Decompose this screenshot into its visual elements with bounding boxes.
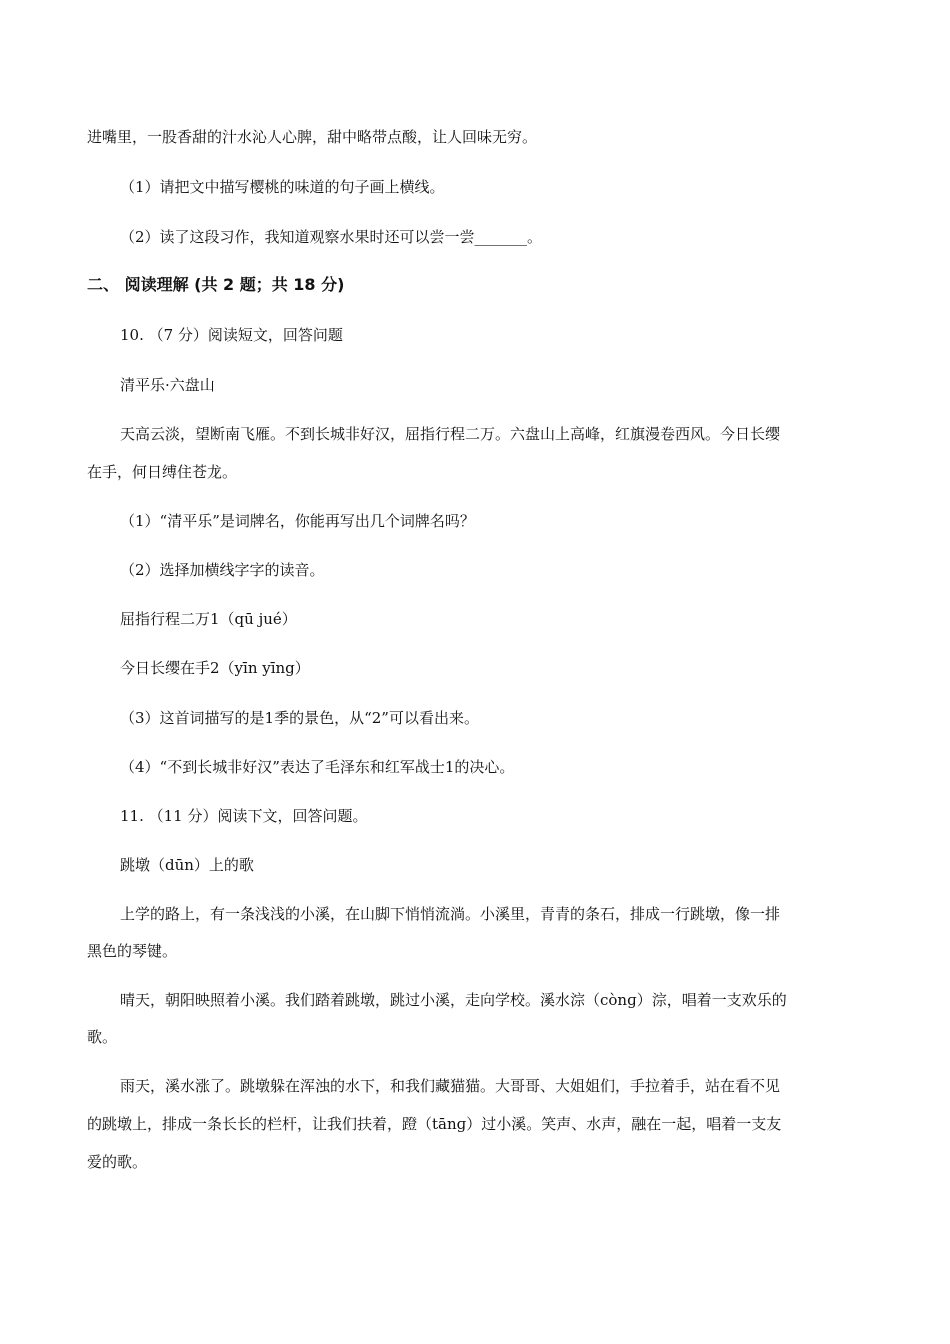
question-10-2-b: 今日长缨在手2（yīn yīng） [120,659,310,677]
question-10-2-a: 屈指行程二万1（qū jué） [120,610,297,628]
question-10-4: （4）“不到长城非好汉”表达了毛泽东和红军战士1的决心。 [120,758,515,776]
story-paragraph-3-line-1: 雨天，溪水涨了。跳墩躲在浑浊的水下，和我们藏猫猫。大哥哥、大姐姐们，手拉着手，站在看不见 [120,1077,781,1095]
story-title: 跳墩（dūn）上的歌 [120,856,254,874]
story-paragraph-1-line-1: 上学的路上，有一条浅浅的小溪，在山脚下悄悄流淌。小溪里，青青的条石，排成一行跳墩，像一排 [120,905,781,923]
poem-line-2: 在手，何日缚住苍龙。 [87,463,238,481]
section-title-reading: 二、 阅读理解 (共 2 题；共 18 分) [87,275,345,294]
story-paragraph-1-line-2: 黑色的琴键。 [87,942,178,960]
story-paragraph-2-line-2: 歌。 [87,1028,118,1046]
poem-title: 清平乐·六盘山 [120,376,215,394]
question-10-3: （3）这首词描写的是1季的景色，从“2”可以看出来。 [120,709,479,727]
story-paragraph-3-line-2: 的跳墩上，排成一条长长的栏杆，让我们扶着，蹬（tānɡ）过小溪。笑声、水声，融在一起，唱着一支友 [87,1115,782,1133]
story-paragraph-2-line-1: 晴天，朝阳映照着小溪。我们踏着跳墩，跳过小溪，走向学校。溪水淙（cònɡ）淙，唱着一支欢乐的 [120,991,787,1009]
question-10-1: （1）“清平乐”是词牌名，你能再写出几个词牌名吗？ [120,512,475,530]
story-paragraph-3-line-3: 爱的歌。 [87,1153,148,1171]
question-10-header: 10. （7 分）阅读短文，回答问题 [120,326,343,344]
poem-line-1: 天高云淡，望断南飞雁。不到长城非好汉，屈指行程二万。六盘山上高峰，红旗漫卷西风。今日长缨 [120,425,781,443]
question-10-2: （2）选择加横线字字的读音。 [120,561,325,579]
paragraph-cherry-end: 进嘴里，一股香甜的汁水沁人心脾，甜中略带点酸，让人回味无穷。 [87,128,538,146]
question-9-1: （1）请把文中描写樱桃的味道的句子画上横线。 [120,178,445,196]
question-11-header: 11. （11 分）阅读下文，回答问题。 [120,807,368,825]
question-9-2: （2）读了这段习作，我知道观察水果时还可以尝一尝_______。 [120,228,543,246]
